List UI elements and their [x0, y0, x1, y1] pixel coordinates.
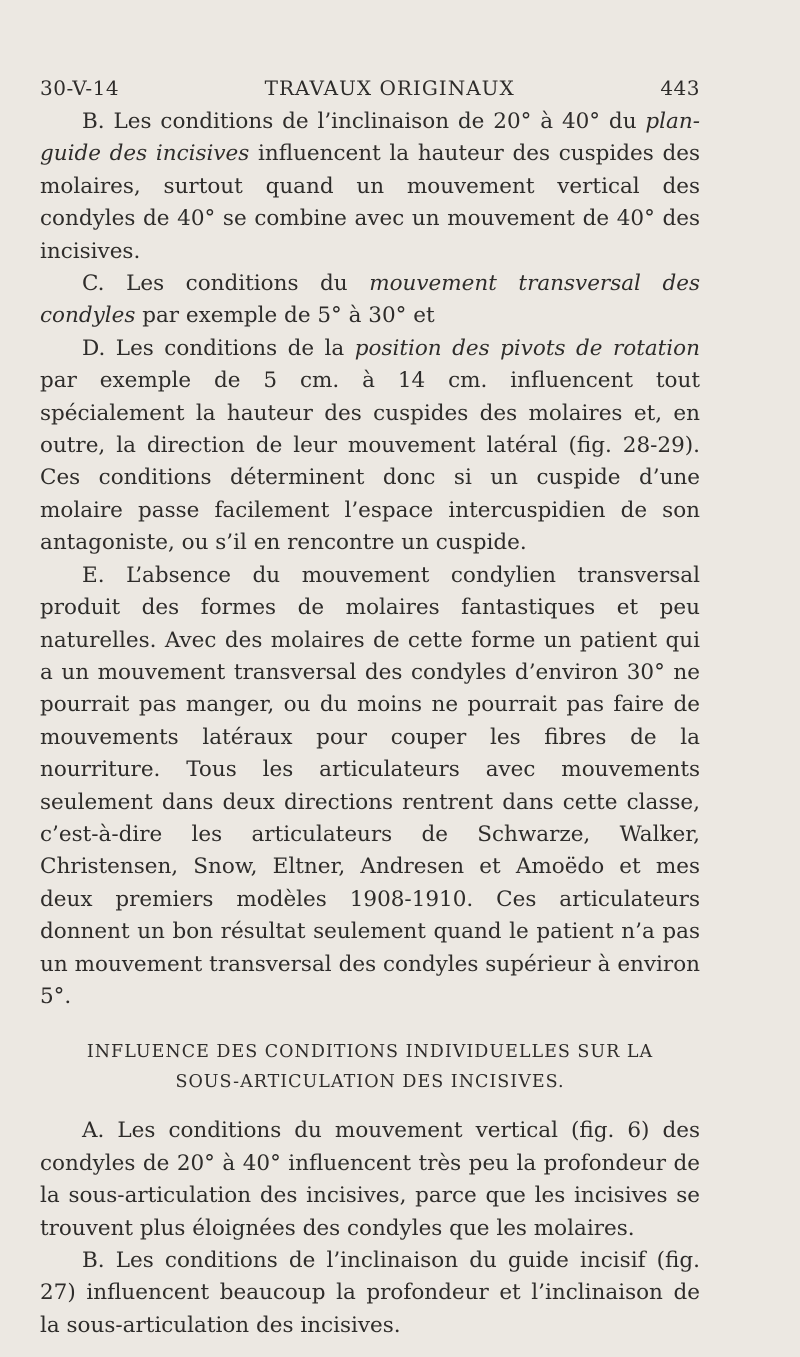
header-title: TRAVAUX ORIGINAUX — [264, 76, 515, 100]
section-heading — [40, 1037, 700, 1097]
section-heading-line-1: INFLUENCE DES CONDITIONS INDIVIDUELLES SUR LA — [86, 1042, 654, 1063]
header-date: 30-V-14 — [40, 76, 120, 100]
italic-run: position des pivots de rotation — [354, 335, 700, 361]
paragraph-C — [40, 268, 700, 333]
page-number: 443 — [660, 76, 700, 100]
paragraph-A — [40, 1115, 700, 1245]
italic-run: plan-guide des incisives — [40, 109, 700, 167]
text-run: influencent la hauteur des cuspides des molaires, surtout quand un mouvement vertical des condyles de 40° se combine avec un mouvement de 40° des incisives. — [40, 141, 700, 264]
running-header — [40, 76, 700, 100]
text-run: A. Les conditions du mouvement vertical (fig. 6) des condyles de 20° à 40° influencent très peu la profondeur de la sous-articulation des incisives, parce que les incisives se trouvent plus éloignées des condyles que les molaires. — [40, 1118, 700, 1241]
body-text-before — [40, 106, 700, 1013]
paragraph-E — [40, 560, 700, 1014]
text-run: C. Les conditions du — [82, 271, 370, 297]
text-run: B. Les conditions de l’inclinaison du guide incisif (fig. 27) influencent beaucoup la profondeur et l’inclinaison de la sous-articulation des incisives. — [40, 1248, 700, 1338]
body-text-after — [40, 1115, 700, 1342]
text-run: par exemple de 5° à 30° et — [135, 303, 435, 329]
paragraph-B1 — [40, 106, 700, 268]
text-run: B. Les conditions de l’inclinaison de 20° à 40° du — [82, 109, 646, 134]
italic-run: mouvement transversal des condyles — [40, 271, 700, 329]
paragraph-B2 — [40, 1245, 700, 1342]
text-run: D. Les conditions de la — [82, 335, 355, 361]
paragraph-D — [40, 333, 700, 560]
text-run: par exemple de 5 cm. à 14 cm. influencent tout spécialement la hauteur des cuspides des molaires et, en outre, la direction de leur mouvement latéral (fig. 28-29). Ces conditions déterminent donc si un cuspide d’une molaire passe facilement l’espace intercuspidien de son antagoniste, ou s’il en rencontre un cuspide. — [40, 368, 700, 556]
text-run: E. L’absence du mouvement condylien transversal produit des formes de molaires fantastiques et peu naturelles. Avec des molaires de cette forme un patient qui a un mouvement transversal des condyles d’environ 30° ne pourrait pas manger, ou du moins ne pourrait pas faire de mouvements latéraux pour couper les fibres de la nourriture. Tous les articulateurs avec mouvements seulement dans deux directions rentrent dans cette classe, c’est-à-dire les articulateurs de Schwarze, Walker, Christensen, Snow, Eltner, Andresen et Amoëdo et mes deux premiers modèles 1908-1910. Ces articulateurs donnent un bon résultat seulement quand le patient n’a pas un mouvement transversal des condyles supérieur à environ 5°. — [40, 562, 700, 1009]
section-heading-line-2: SOUS-ARTICULATION DES INCISIVES. — [175, 1072, 565, 1093]
